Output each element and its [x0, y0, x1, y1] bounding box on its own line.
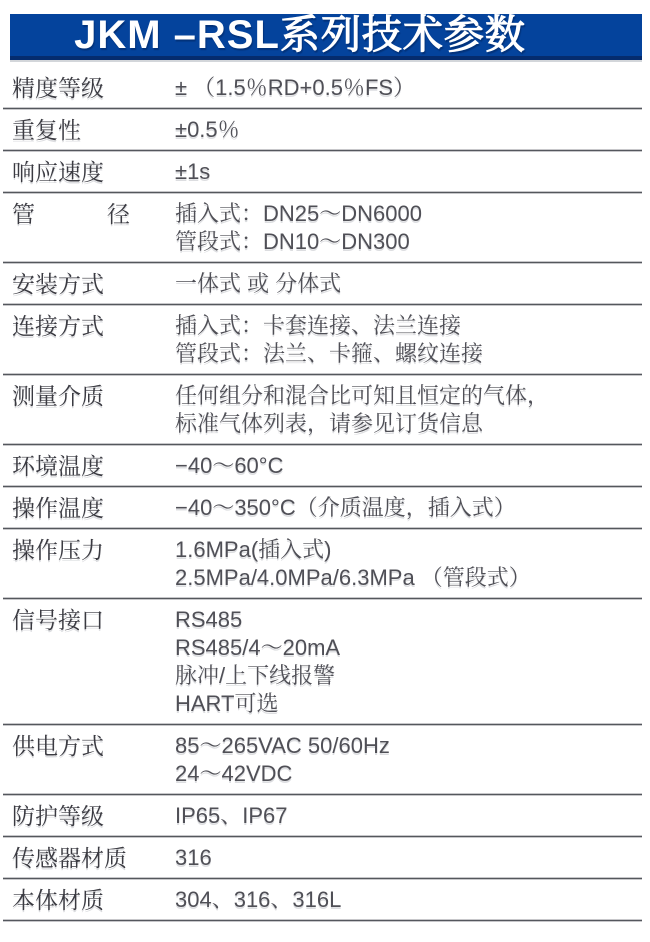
row-value [175, 312, 650, 368]
spec-row [0, 726, 650, 793]
row-label: 重复性 [12, 117, 81, 143]
row-value [175, 158, 650, 186]
row-value-line: RS485/4～20mA [175, 635, 341, 660]
spec-row [0, 264, 650, 303]
row-value [175, 886, 650, 914]
row-label: 安装方式 [12, 271, 104, 297]
row-label: 本体材质 [12, 887, 104, 913]
row-value [175, 452, 650, 480]
row-value-line: 304、316、316L [175, 887, 342, 912]
row-value-line: 脉冲/上下线报警 [175, 663, 336, 688]
page-title: JKM –RSL系列技术参数 [74, 13, 526, 57]
row-label: 传感器材质 [12, 845, 127, 871]
row-value-line: 316 [175, 845, 212, 870]
spec-table [0, 68, 650, 922]
row-value [175, 732, 650, 788]
row-label: 信号接口 [12, 607, 104, 633]
row-value [175, 382, 650, 438]
row-value-line: 24～42VDC [175, 761, 293, 786]
row-value [175, 116, 650, 144]
row-value [175, 200, 650, 256]
spec-row [0, 530, 650, 597]
spec-row [0, 446, 650, 485]
row-value-line: 一体式 或 分体式 [175, 271, 342, 296]
spec-row [0, 68, 650, 107]
row-value [175, 802, 650, 830]
row-divider [3, 919, 642, 922]
row-label: 供电方式 [12, 733, 104, 759]
row-value-line: 2.5MPa/4.0MPa/6.3MPa （管段式） [175, 565, 531, 590]
row-value-line: 85～265VAC 50/60Hz [175, 733, 390, 758]
row-value-line: 管段式：DN10～DN300 [175, 229, 410, 254]
row-value-line: 插入式：DN25～DN6000 [175, 201, 422, 226]
row-value [175, 494, 650, 522]
spec-row [0, 194, 650, 261]
row-value-line: 1.6MPa(插入式) [175, 537, 332, 562]
spec-row [0, 488, 650, 527]
row-value-line: 标准气体列表，请参见订货信息 [175, 411, 484, 436]
row-label: 连接方式 [12, 313, 104, 339]
spec-row [0, 152, 650, 191]
spec-row [0, 796, 650, 835]
row-value [175, 74, 650, 102]
row-value-line: −40～350°C（介质温度，插入式） [175, 495, 516, 520]
row-value-line: RS485 [175, 607, 243, 632]
row-label: 管径 [12, 201, 130, 227]
row-value-line: ±1s [175, 159, 211, 184]
row-value [175, 536, 650, 592]
row-value-line: 插入式：卡套连接、法兰连接 [175, 313, 462, 338]
row-value-line: ±0.5％ [175, 117, 240, 142]
spec-row [0, 110, 650, 149]
row-value-line: ± （1.5％RD+0.5％FS） [175, 75, 416, 100]
row-value [175, 606, 650, 718]
spec-row [0, 838, 650, 877]
row-value-line: 任何组分和混合比可知且恒定的气体， [175, 383, 550, 408]
spec-row [0, 600, 650, 723]
row-value-line: IP65、IP67 [175, 803, 288, 828]
row-label: 响应速度 [12, 159, 104, 185]
row-label: 操作温度 [12, 495, 104, 521]
row-label: 精度等级 [12, 75, 104, 101]
row-value [175, 844, 650, 872]
page-header [10, 14, 642, 60]
row-label: 防护等级 [12, 803, 104, 829]
row-value-line: −40～60°C [175, 453, 284, 478]
row-label: 测量介质 [12, 383, 104, 409]
row-value [175, 270, 650, 298]
spec-row [0, 306, 650, 373]
spec-row [0, 880, 650, 919]
row-label: 环境温度 [12, 453, 104, 479]
row-value-line: 管段式：法兰、卡箍、螺纹连接 [175, 341, 484, 366]
spec-row [0, 376, 650, 443]
row-value-line: HART可选 [175, 691, 279, 716]
row-label: 操作压力 [12, 537, 104, 563]
